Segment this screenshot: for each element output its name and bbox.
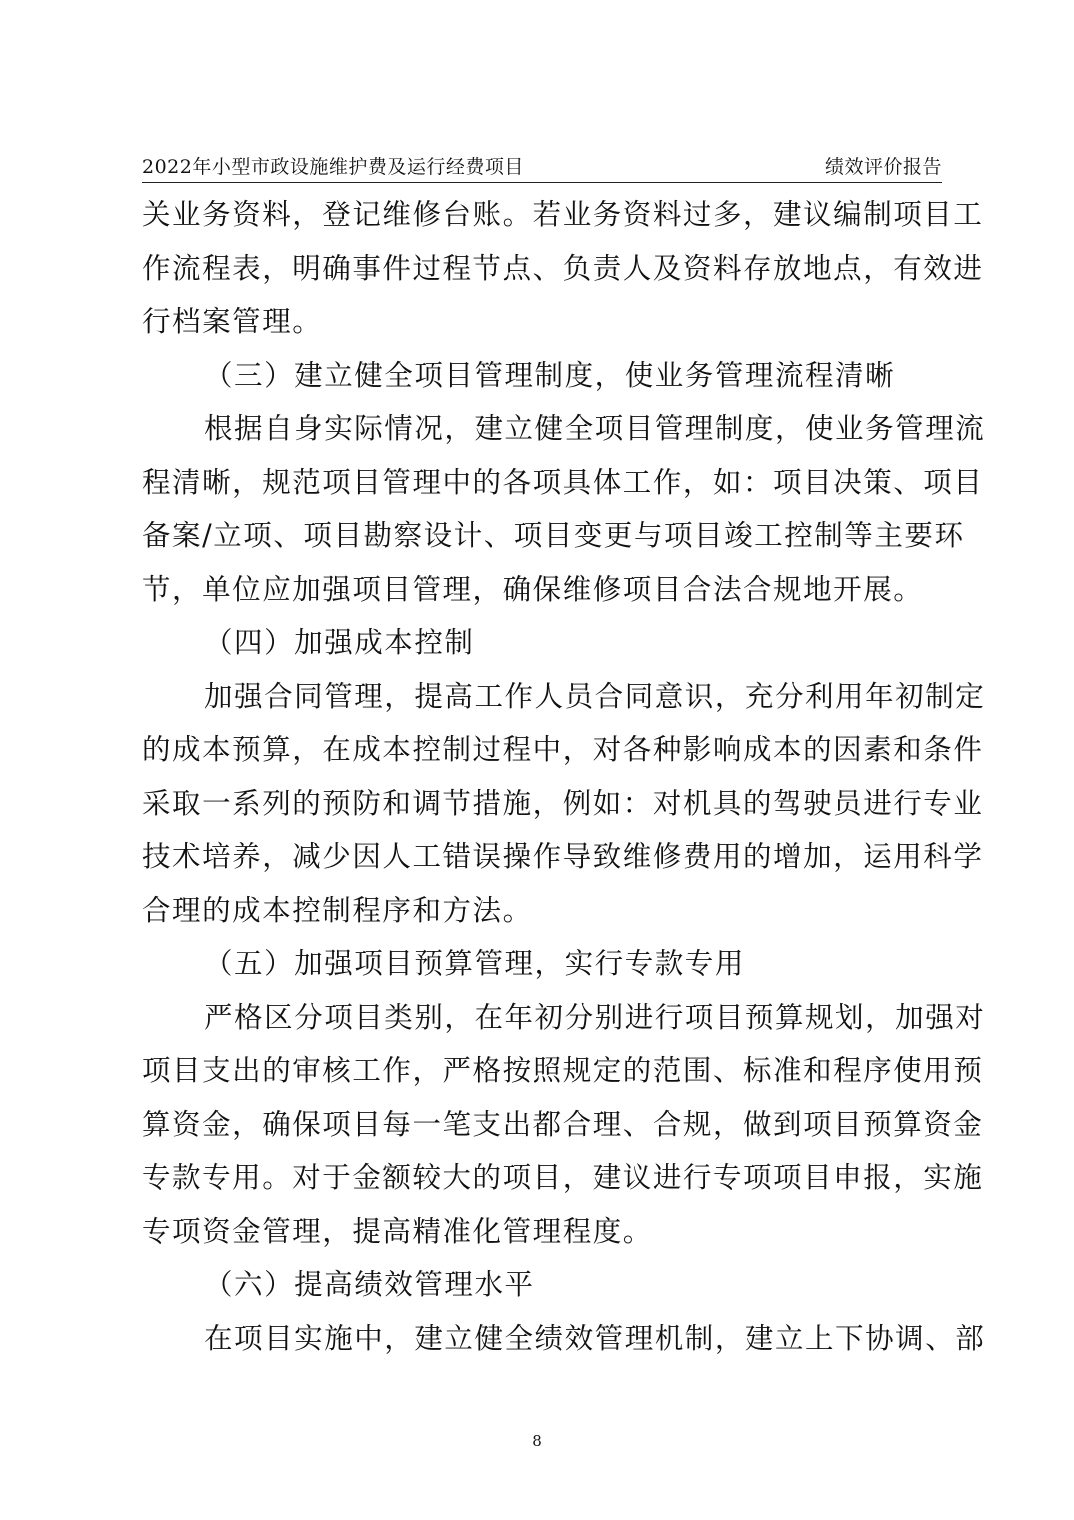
paragraph-line: 的成本预算，在成本控制过程中，对各种影响成本的因素和条件 (142, 733, 984, 766)
paragraph-line: 采取一系列的预防和调节措施，例如：对机具的驾驶员进行专业 (142, 786, 984, 820)
paragraph-line: 节，单位应加强项目管理，确保维修项目合法合规地开展。 (142, 572, 924, 606)
section-heading-4: （四）加强成本控制 (204, 626, 475, 659)
section-heading-6: （六）提高绩效管理水平 (204, 1268, 535, 1301)
paragraph-line: 在项目实施中，建立健全绩效管理机制，建立上下协调、部 (204, 1321, 986, 1355)
paragraph-line: 备案/立项、项目勘察设计、项目变更与项目竣工控制等主要环 (142, 519, 965, 552)
paragraph-line: 专项资金管理，提高精准化管理程度。 (142, 1214, 653, 1248)
paragraph-line: 技术培养，减少因人工错误操作导致维修费用的增加，运用科学 (142, 840, 984, 873)
paragraph-line: 加强合同管理，提高工作人员合同意识，充分利用年初制定 (204, 679, 986, 713)
paragraph-line: 专款专用。对于金额较大的项目，建议进行专项项目申报，实施 (142, 1161, 984, 1194)
paragraph-line: 程清晰，规范项目管理中的各项具体工作，如：项目决策、项目 (142, 465, 984, 499)
paragraph-line: 算资金，确保项目每一笔支出都合理、合规，做到项目预算资金 (142, 1107, 984, 1141)
paragraph-line: 行档案管理。 (142, 305, 323, 338)
header-report-type: 绩效评价报告 (824, 156, 942, 178)
header-document-title: 2022年小型市政设施维护费及运行经费项目 (142, 156, 524, 178)
page-number: 8 (532, 1432, 542, 1450)
body-text (142, 188, 986, 1365)
paragraph-line: 项目支出的审核工作，严格按照规定的范围、标准和程序使用预 (142, 1054, 984, 1087)
paragraph-line: 根据自身实际情况，建立健全项目管理制度，使业务管理流 (204, 412, 986, 445)
section-heading-5: （五）加强项目预算管理，实行专款专用 (204, 947, 745, 980)
paragraph-line: 关业务资料，登记维修台账。若业务资料过多，建议编制项目工 (142, 198, 984, 231)
page-header (142, 150, 942, 183)
paragraph-line: 作流程表，明确事件过程节点、负责人及资料存放地点，有效进 (142, 251, 984, 285)
paragraph-line: 合理的成本控制程序和方法。 (142, 893, 533, 927)
paragraph-line: 严格区分项目类别，在年初分别进行项目预算规划，加强对 (204, 1000, 986, 1034)
section-heading-3: （三）建立健全项目管理制度，使业务管理流程清晰 (204, 358, 896, 392)
